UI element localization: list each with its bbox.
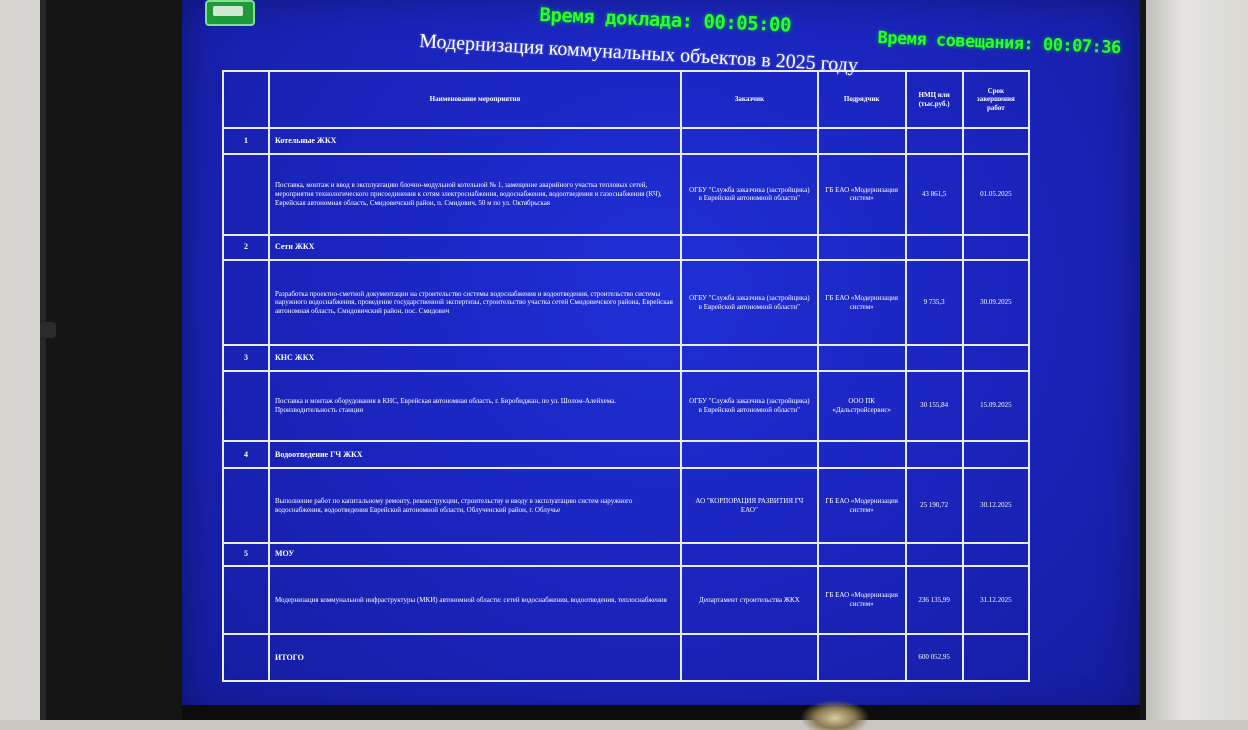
table-row	[223, 468, 1029, 542]
section-number: 3	[223, 345, 269, 371]
item-contractor: ГБ ЕАО «Модернизация систем»	[818, 260, 906, 345]
item-cost: 9 735,3	[906, 260, 963, 345]
table-row	[223, 566, 1029, 634]
header-contractor: Подрядчик	[818, 71, 906, 128]
item-deadline: 01.05.2025	[963, 154, 1029, 235]
slide-table	[222, 70, 1030, 682]
header-executor: Заказчик	[681, 71, 818, 128]
item-description: Разработка проектно-сметной документации на строительство системы водоснабжения и водоотведения, строительство системы наружного водоснабжения, проведение государственной экспертизы, строительство участка сетей Смидовичского района, Еврейская автономная область, Смидовичский район, пос. Смидович	[269, 260, 681, 345]
item-description: Модернизация коммунальной инфраструктуры (МКИ) автономной области: сетей водоснабжения, водоотведения, теплоснабжения	[269, 566, 681, 634]
item-executor: ОГБУ "Служба заказчика (застройщика) в Еврейской автономной области"	[681, 260, 818, 345]
item-deadline: 15.09.2025	[963, 371, 1029, 441]
item-executor: АО "КОРПОРАЦИЯ РАЗВИТИЯ ГЧ ЕАО"	[681, 468, 818, 542]
section-number: 4	[223, 441, 269, 469]
section-row	[223, 441, 1029, 469]
audience-head	[800, 700, 870, 730]
section-row	[223, 235, 1029, 261]
table-row	[223, 154, 1029, 235]
header-cost: НМЦ или (тыс.руб.)	[906, 71, 963, 128]
section-number: 1	[223, 128, 269, 154]
section-row	[223, 543, 1029, 566]
item-cost: 43 861,5	[906, 154, 963, 235]
item-deadline: 30.09.2025	[963, 260, 1029, 345]
frame-knob	[40, 322, 56, 338]
item-description: Поставка и монтаж оборудования в КНС, Еврейская автономная область, г. Биробиджан, по ул. Шолом-Алейхема. Производительность станции	[269, 371, 681, 441]
table-row	[223, 260, 1029, 345]
item-description: Поставка, монтаж и ввод в эксплуатацию блочно-модульной котельной № 1, замещение аварийного участка тепловых сетей, мероприятия технологического присоединения к сетям электроснабжения, водоснабжения, водоотведения и газоснабжения (КЧ), Еврейская автономная область, Смидовичский район, п. Смидович, 50 м по ул. Октябрьская	[269, 154, 681, 235]
item-contractor: ГБ ЕАО «Модернизация систем»	[818, 468, 906, 542]
header-deadline: Срок завершения работ	[963, 71, 1029, 128]
section-title: Котельные ЖКХ	[269, 128, 681, 154]
section-title: Сети ЖКХ	[269, 235, 681, 261]
screen-bottom-edge	[182, 705, 1140, 720]
item-cost: 236 135,99	[906, 566, 963, 634]
section-row	[223, 345, 1029, 371]
total-row	[223, 634, 1029, 681]
item-cost: 25 190,72	[906, 468, 963, 542]
section-title: КНС ЖКХ	[269, 345, 681, 371]
header-name: Наименование мероприятия	[269, 71, 681, 128]
item-deadline: 30.12.2025	[963, 468, 1029, 542]
section-title: Водоотведение ГЧ ЖКХ	[269, 441, 681, 469]
table-header-row	[223, 71, 1029, 128]
table-row	[223, 371, 1029, 441]
total-label: ИТОГО	[269, 634, 681, 681]
total-cost: 600 052,95	[906, 634, 963, 681]
meeting-timer: Время совещания: 00:07:36	[877, 28, 1122, 59]
slide-title: Модернизация коммунальных объектов в 2025 году	[418, 30, 859, 77]
item-contractor: ГБ ЕАО «Модернизация систем»	[818, 566, 906, 634]
logo-icon	[205, 0, 255, 26]
section-title: МОУ	[269, 543, 681, 566]
item-cost: 30 155,84	[906, 371, 963, 441]
section-number: 2	[223, 235, 269, 261]
slide-table-container	[222, 70, 1030, 682]
report-timer: Время доклада: 00:05:00	[539, 4, 792, 37]
item-contractor: ГБ ЕАО «Модернизация систем»	[818, 154, 906, 235]
item-deadline: 31.12.2025	[963, 566, 1029, 634]
item-executor: Департамент строительства ЖКХ	[681, 566, 818, 634]
wall-panel	[1140, 0, 1248, 720]
item-contractor: ООО ПК «Дальстройсервис»	[818, 371, 906, 441]
section-number: 5	[223, 543, 269, 566]
item-executor: ОГБУ "Служба заказчика (застройщика) в Еврейской автономной области"	[681, 154, 818, 235]
section-row	[223, 128, 1029, 154]
item-executor: ОГБУ "Служба заказчика (застройщика) в Еврейской автономной области"	[681, 371, 818, 441]
item-description: Выполнение работ по капитальному ремонту, реконструкции, строительству и вводу в эксплуатацию систем наружного водоснабжения, водоотведения Еврейской автономной области, Облученский район, г. Облучье	[269, 468, 681, 542]
header-num	[223, 71, 269, 128]
